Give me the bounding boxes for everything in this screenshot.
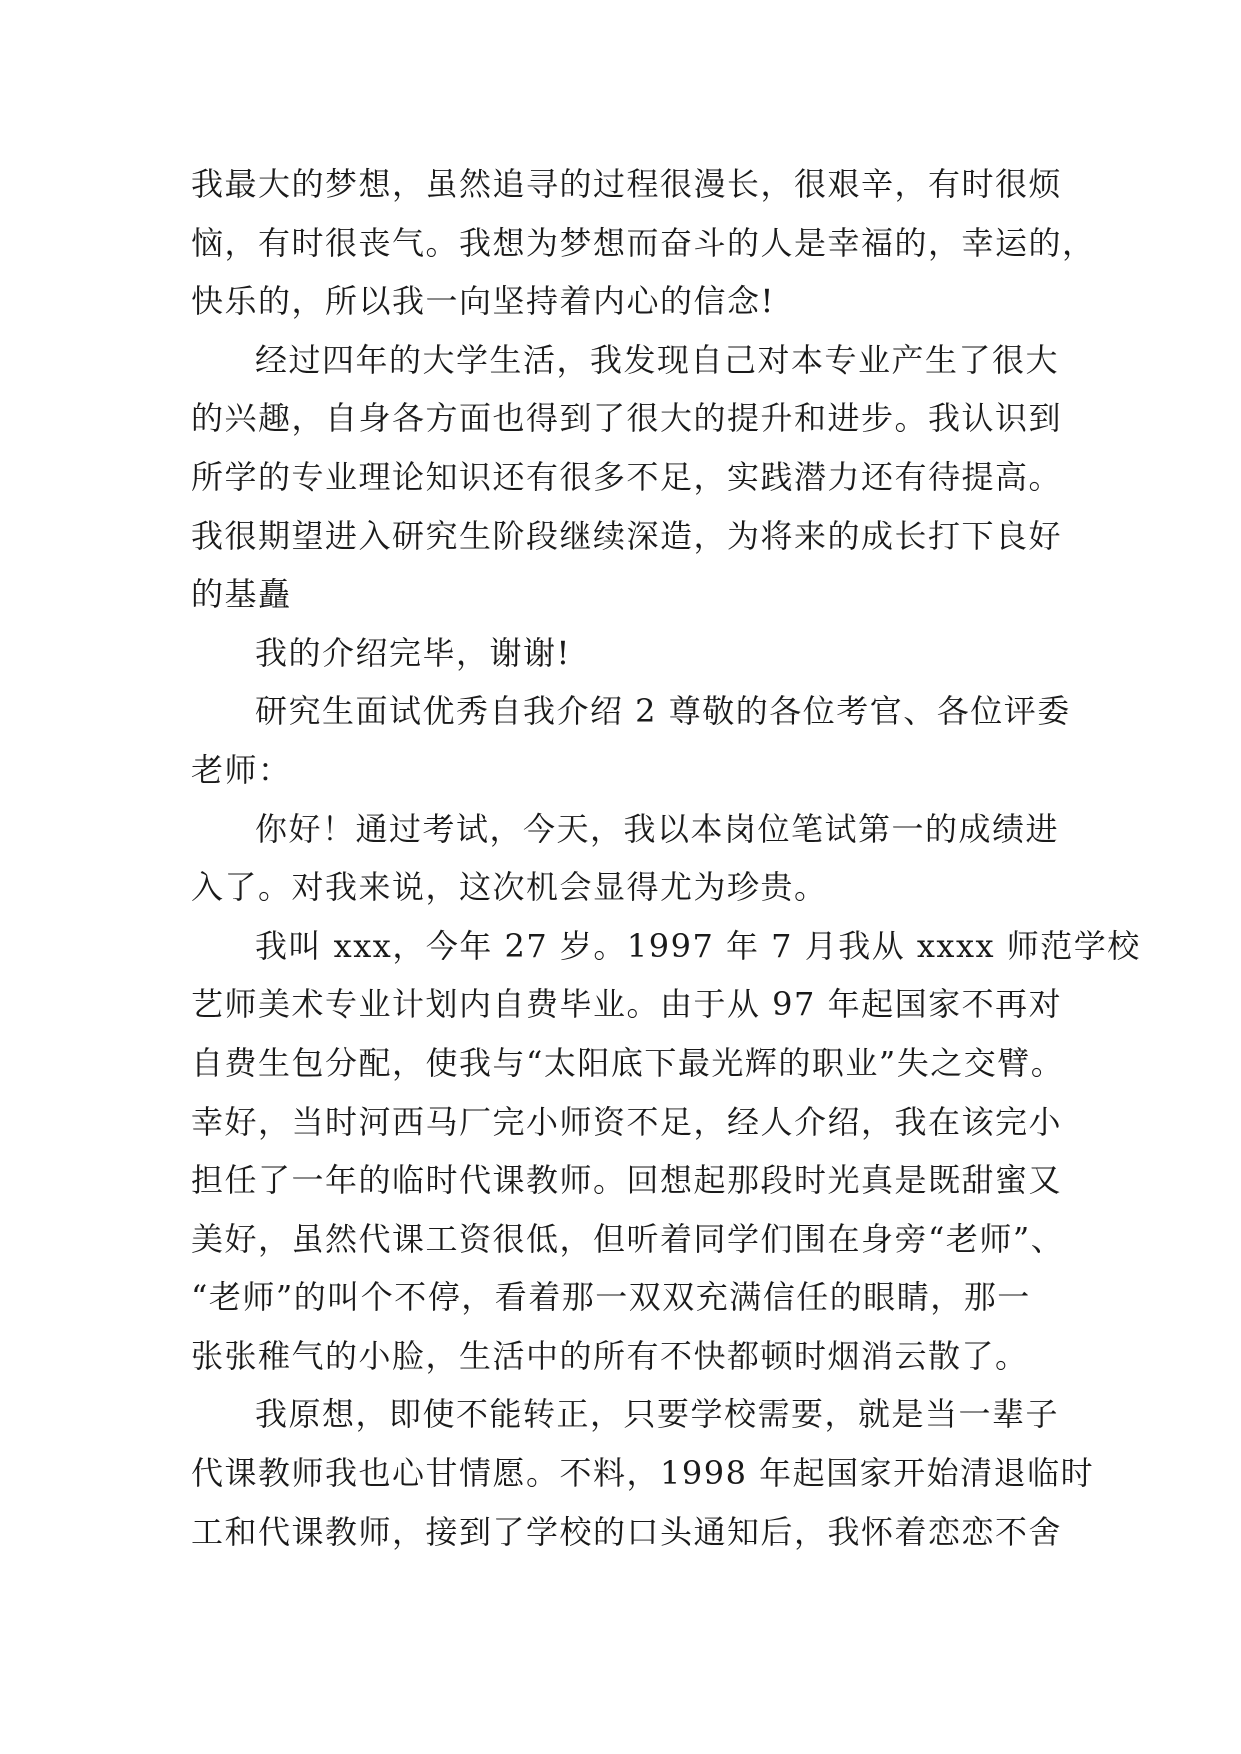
text-line: 自费生包分配，使我与“太阳底下最光辉的职业”失之交臂。 <box>191 1043 1065 1082</box>
text-line: 艺师美术专业计划内自费毕业。由于从 97 年起国家不再对 <box>191 985 1063 1024</box>
text-line: 代课教师我也心甘情愿。不料，1998 年起国家开始清退临时 <box>191 1454 1095 1493</box>
body-text <box>191 155 1141 1561</box>
paragraph-start-line: 我的介绍完毕，谢谢! <box>255 633 571 672</box>
paragraph-start-line: 我原想，即使不能转正，只要学校需要，就是当一辈子 <box>255 1395 1060 1434</box>
text-line: 快乐的，所以我一向坚持着内心的信念! <box>191 282 775 321</box>
paragraph-start-line: 经过四年的大学生活，我发现自己对本专业产生了很大 <box>255 340 1060 379</box>
text-line: 的基矗 <box>191 575 292 614</box>
text-line: 担任了一年的临时代课教师。回想起那段时光真是既甜蜜又 <box>191 1161 1063 1200</box>
paragraph-start-line: 你好！通过考试，今天，我以本岗位笔试第一的成绩进 <box>255 809 1060 848</box>
text-line: 老师： <box>191 750 292 789</box>
text-line: “老师”的叫个不停，看着那一双双充满信任的眼睛，那一 <box>191 1278 1031 1317</box>
text-line: 幸好，当时河西马厂完小师资不足，经人介绍，我在该完小 <box>191 1102 1063 1141</box>
paragraph-start-line: 研究生面试优秀自我介绍 2 尊敬的各位考官、各位评委 <box>255 692 1071 731</box>
text-line: 我很期望进入研究生阶段继续深造，为将来的成长打下良好 <box>191 516 1063 555</box>
text-line: 恼，有时很丧气。我想为梦想而奋斗的人是幸福的，幸运的， <box>191 223 1096 262</box>
text-line: 所学的专业理论知识还有很多不足，实践潜力还有待提高。 <box>191 457 1063 496</box>
text-line: 入了。对我来说，这次机会显得尤为珍贵。 <box>191 868 828 907</box>
text-line: 美好，虽然代课工资很低，但听着同学们围在身旁“老师”、 <box>191 1219 1065 1258</box>
paragraph-start-line: 我叫 xxx，今年 27 岁。1997 年 7 月我从 xxxx 师范学校 <box>255 926 1141 965</box>
text-line: 张张稚气的小脸，生活中的所有不快都顿时烟消云散了。 <box>191 1336 1029 1375</box>
text-line: 的兴趣，自身各方面也得到了很大的提升和进步。我认识到 <box>191 399 1063 438</box>
text-line: 工和代课教师，接到了学校的口头通知后，我怀着恋恋不舍 <box>191 1512 1063 1551</box>
text-line: 我最大的梦想，虽然追寻的过程很漫长，很艰辛，有时很烦 <box>191 165 1063 203</box>
